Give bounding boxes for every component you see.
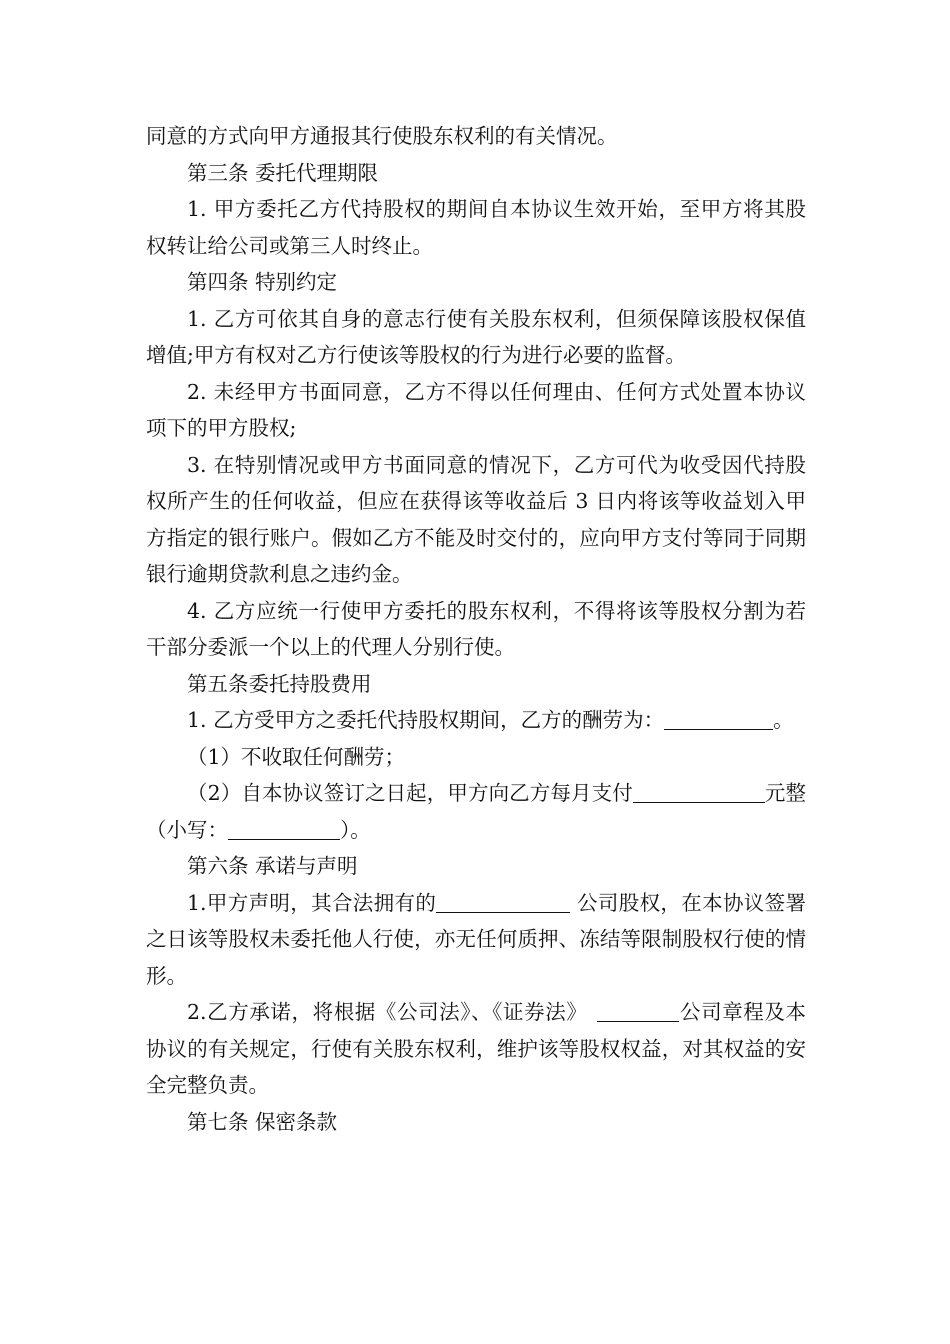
article-4-item-4: 4. 乙方应统一行使甲方委托的股东权利，不得将该等股权分割为若干部分委派一个以上的代理人分别行使。 bbox=[146, 598, 806, 659]
document-page bbox=[146, 118, 806, 1140]
article-6-item-1-rest: 公司股权，在本协议签署之日该等股权未委托他人行使，亦无任何质押、冻结等限制股权行使的情形。 bbox=[146, 890, 806, 988]
article-5-item-1 bbox=[146, 702, 806, 739]
article-6-item-2-rest: 公司章程及本协议的有关规定，行使有关股东权利，维护该等股权权益，对其权益的安全完整负责。 bbox=[146, 1000, 806, 1097]
article-5-heading: 第五条委托持股费用 bbox=[187, 671, 372, 696]
article-6-heading: 第六条 承诺与声明 bbox=[187, 854, 358, 878]
article-5-item-1-end: 。 bbox=[773, 708, 794, 732]
article-6-item-1 bbox=[146, 885, 806, 995]
article-6-item-1-text: 1.甲方声明，其合法拥有的 bbox=[187, 890, 437, 915]
fee-blank-continued bbox=[762, 707, 773, 730]
regulation-blank bbox=[597, 999, 679, 1022]
article-3-item-1: 1. 甲方委托乙方代持股权的期间自本协议生效开始，至甲方将其股权转让给公司或第三人时终止。 bbox=[146, 197, 806, 258]
article-4-item-3: 3. 在特别情况或甲方书面同意的情况下，乙方可代为收受因代持股权所产生的任何收益，但应在获得该等收益后 3 日内将该等收益划入甲方指定的银行账户。假如乙方不能及时交付的，应向甲方支付等同于同期银行逾期贷款利息之违约金。 bbox=[146, 452, 806, 586]
article-6-item-2-text: 2.乙方承诺，将根据《公司法》、《证券法》 bbox=[187, 1000, 588, 1024]
company-name-blank bbox=[436, 890, 570, 913]
paragraph-continuation: 同意的方式向甲方通报其行使股东权利的有关情况。 bbox=[146, 124, 618, 148]
fee-blank bbox=[664, 707, 762, 730]
article-5-option-2-end: ）。 bbox=[340, 817, 371, 842]
article-4-item-2: 2. 未经甲方书面同意，乙方不得以任何理由、任何方式处置本协议项下的甲方股权; bbox=[146, 379, 806, 440]
article-4-item-1: 1. 乙方可依其自身的意志行使有关股东权利，但须保障该股权保值增值;甲方有权对乙方行使该等股权的行为进行必要的监督。 bbox=[146, 306, 806, 367]
article-3-heading: 第三条 委托代理期限 bbox=[187, 160, 379, 185]
article-5-option-2-mid: 元整（小写： bbox=[146, 781, 807, 842]
amount-lowercase-blank bbox=[228, 817, 340, 840]
article-5-option-2-text: （2）自本协议签订之日起，甲方向乙方每月支付 bbox=[187, 781, 633, 805]
article-6-item-2 bbox=[146, 994, 806, 1104]
article-5-option-2 bbox=[146, 775, 806, 848]
article-5-item-1-text: 1. 乙方受甲方之委托代持股权期间，乙方的酬劳为： bbox=[187, 708, 665, 732]
article-7-heading: 第七条 保密条款 bbox=[187, 1109, 338, 1134]
article-4-heading: 第四条 特别约定 bbox=[187, 270, 338, 294]
monthly-amount-blank bbox=[633, 780, 765, 803]
article-5-option-1: （1）不收取任何酬劳； bbox=[187, 744, 406, 769]
